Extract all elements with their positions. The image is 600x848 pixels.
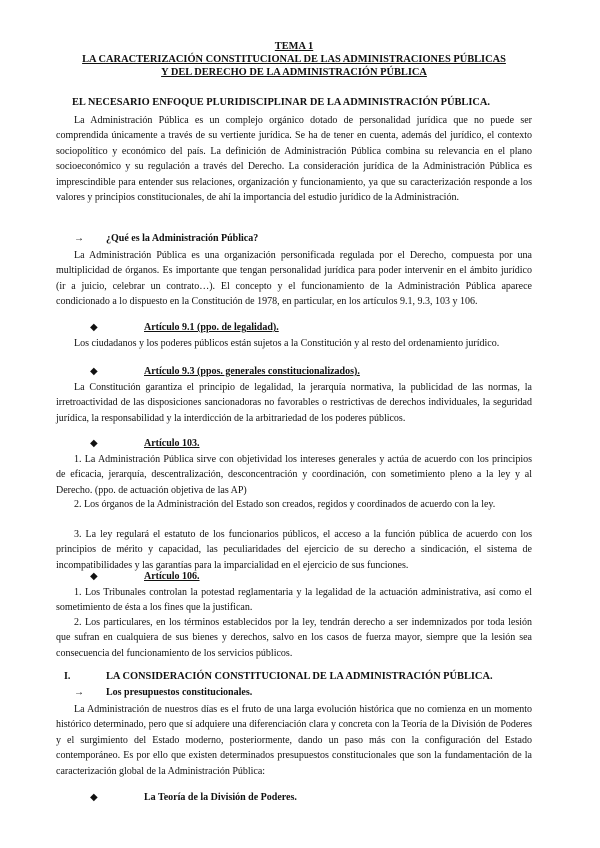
document-title-line-2: LA CARACTERIZACIÓN CONSTITUCIONAL DE LAS ADMINISTRACIONES PÚBLICAS: [82, 54, 506, 65]
diamond-bullet-icon: ◆: [90, 322, 98, 333]
section-number: I.: [64, 671, 71, 682]
diamond-bullet-icon: ◆: [90, 366, 98, 377]
diamond-bullet-icon: ◆: [90, 792, 98, 803]
article-103-paragraph-2: 2. Los órganos de la Administración del Estado son creados, regidos y coordinados de acuerdo con la ley.: [74, 499, 496, 510]
article-9-1-paragraph: Los ciudadanos y los poderes públicos están sujetos a la Constitución y al resto del ordenamiento jurídico.: [74, 338, 500, 349]
arrow-right-icon: →: [74, 233, 84, 244]
article-106-label: Artículo 106.: [144, 571, 200, 582]
diamond-bullet-icon: ◆: [90, 571, 98, 582]
section-heading-intro: EL NECESARIO ENFOQUE PLURIDISCIPLINAR DE LA ADMINISTRACIÓN PÚBLICA.: [72, 97, 491, 108]
article-9-3-paragraph: La Constitución garantiza el principio de legalidad, la jerarquía normativa, la publicidad de las normas, la irretroactividad de las disposiciones sancionadoras no favorables o restrictivas de derechos individuales, la seguridad jurídica, la responsabilidad y la interdicción de la arbitrariedad de los poderes públicos.: [56, 382, 532, 424]
arrow-right-icon: →: [74, 687, 84, 698]
section-one-paragraph: La Administración de nuestros días es el fruto de una larga evolución histórica que no comienza en un momento histórico determinado, pero que sí adquiere una diferenciación clara y concreta con la Teoría de la División de Poderes y el surgimiento del Estado moderno, posteriormente, dando un paso más con la configuración del Estado contemporáneo. Es por ello que existen determinados presupuestos constitucionales que son la fundamentación de la caracterización global de la Administración Pública:: [56, 704, 532, 777]
intro-paragraph: La Administración Pública es un complejo orgánico dotado de personalidad jurídica que no puede ser comprendida únicamente a través de su vertiente jurídica. Se ha de tener en cuenta, además del jurídico, el contexto sociopolítico y económico del país. La definición de Administración Pública combina su relevancia en el plano socioeconómico y su regulación a través del Derecho. La consideración jurídica de la Administración Pública es imprescindible para entender sus relaciones, organización y funcionamiento, ya que su caracterización responde a los valores y principios constitucionales, de ahí la importancia del estudio jurídico de la Administración.: [56, 115, 532, 204]
article-9-1-label: Artículo 9.1 (ppo. de legalidad).: [144, 322, 279, 333]
document-title-line-3: Y DEL DERECHO DE LA ADMINISTRACIÓN PÚBLICA: [161, 67, 427, 78]
question-label: ¿Qué es la Administración Pública?: [106, 233, 259, 244]
section-heading-one: LA CONSIDERACIÓN CONSTITUCIONAL DE LA ADMINISTRACIÓN PÚBLICA.: [106, 671, 493, 682]
division-of-powers-label: La Teoría de la División de Poderes.: [144, 792, 297, 803]
article-103-paragraph-1: 1. La Administración Pública sirve con objetividad los intereses generales y actúa de acuerdo con los principios de eficacia, jerarquía, descentralización, desconcentración y coordinación, con sometimiento pleno a la ley y al Derecho. (ppo. de actuación objetiva de las AP): [56, 454, 532, 496]
article-106-paragraph-1: 1. Los Tribunales controlan la potestad reglamentaria y la legalidad de la actuación administrativa, así como el sometimiento de ésta a los fines que la justifican.: [56, 587, 532, 614]
article-106-paragraph-2: 2. Los particulares, en los términos establecidos por la ley, tendrán derecho a ser indemnizados por toda lesión que sufran en cualquiera de sus bienes y derechos, salvo en los casos de fuerza mayor, siempre que la lesión sea consecuencia del funcionamiento de los servicios públicos.: [56, 617, 532, 659]
subsection-label: Los presupuestos constitucionales.: [106, 687, 253, 698]
article-103-label: Artículo 103.: [144, 438, 200, 449]
diamond-bullet-icon: ◆: [90, 438, 98, 449]
question-paragraph: La Administración Pública es una organización personificada regulada por el Derecho, compuesta por una multiplicidad de órganos. Es importante que tengan personalidad jurídica para poder intervenir en el ámbito jurídico (ir a juicio, celebrar un contrato…). El concepto y el funcionamiento de la Administración Pública aparece condicionado a lo dispuesto en la Constitución de 1978, en particular, en los artículos 9.1, 9.3, 103 y 106.: [56, 250, 532, 308]
document-title-line-1: TEMA 1: [274, 41, 314, 52]
article-9-3-label: Artículo 9.3 (ppos. generales constitucionalizados).: [144, 366, 360, 377]
article-103-paragraph-3: 3. La ley regulará el estatuto de los funcionarios públicos, el acceso a la función pública de acuerdo con los principios de mérito y capacidad, las peculiaridades del ejercicio de su derecho a sindicación, el sistema de incompatibilidades y las garantías para la imparcialidad en el ejercicio de sus funciones.: [56, 529, 532, 571]
